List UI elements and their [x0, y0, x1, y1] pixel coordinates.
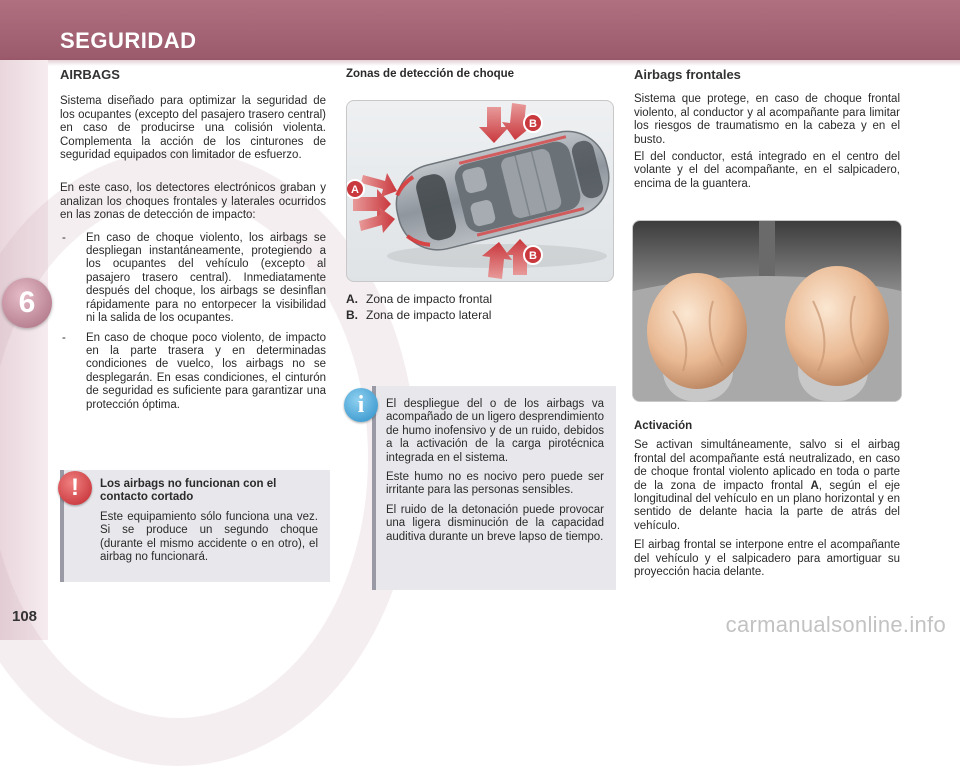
- impact-list: [60, 232, 326, 412]
- info-paragraph: Este humo no es nocivo pero puede ser irritante para las personas sensibles.: [386, 471, 604, 497]
- activation-title: Activación: [634, 420, 693, 432]
- activation-paragraph-1: [634, 439, 900, 533]
- exclamation-icon: !: [58, 471, 92, 505]
- activation-paragraph-2: El airbag frontal se interpone entre el acompañante del vehículo y el salpicadero para amortiguar su proyección hacia delante.: [634, 539, 900, 579]
- middle-heading: [346, 68, 612, 81]
- activation-text-part: Se activan simultáneamente, salvo si el airbag frontal del acompañante está neutralizado, en caso de choque frontal violento aplicado en toda o parte de la zona de impacto frontal: [634, 439, 900, 492]
- zone-label-b-bottom: [524, 246, 542, 264]
- legend-text: Zona de impacto lateral: [366, 308, 492, 322]
- car-top-view-illustration: [347, 101, 613, 281]
- section-title-airbags: AIRBAGS: [60, 67, 120, 82]
- left-column: [60, 68, 326, 418]
- info-paragraph: El despliegue del o de los airbags va acompañado de un ligero desprendimiento de humo inofensivo y de un ruido, debidos a la activación de la carga pirotécnica integrada en el sistema.: [386, 398, 605, 464]
- section-title-frontal-airbags: Airbags frontales: [634, 67, 741, 82]
- zone-label-b-top: [524, 114, 542, 132]
- zone-label-b-top-text: B: [529, 118, 537, 130]
- zone-label-b-bottom-text: B: [529, 250, 537, 262]
- car-body: [388, 123, 613, 258]
- zone-label-a-text: A: [351, 184, 359, 196]
- passenger-airbag: [785, 266, 889, 386]
- impact-zones-diagram: [346, 100, 614, 282]
- intro-paragraph: Sistema diseñado para optimizar la seguridad de los ocupantes (excepto del pasajero trasero central) en caso de producirse una colisión violenta. Complementa la acción de los cinturones de seguridad equipados con limitador de esfuerzo.: [60, 95, 326, 162]
- info-icon: i: [344, 388, 378, 422]
- list-item: - En caso de choque poco violento, de impacto en la parte trasera y en determinadas condiciones de vuelco, los airbags no se desplegarán. En esas condiciones, el cinturón de seguridad es suficiente para garantizar una protección óptima.: [60, 332, 326, 412]
- warning-title: Los airbags no funcionan con el contacto cortado: [100, 478, 277, 504]
- legend-item-a: [346, 292, 492, 306]
- legend-text: Zona de impacto frontal: [366, 292, 493, 306]
- driver-airbag: [647, 273, 747, 389]
- chapter-tab[interactable]: 6: [2, 278, 52, 328]
- detectors-paragraph: En este caso, los detectores electrónicos graban y analizan los choques frontales y laterales ocurridos en las zonas de detección de impacto:: [60, 182, 326, 222]
- page-title: SEGURIDAD: [60, 28, 197, 53]
- right-column-bottom: [634, 420, 900, 588]
- legend-item-b: [346, 308, 491, 322]
- airbags-illustration: [633, 221, 901, 401]
- warning-text: [100, 478, 318, 564]
- activation-text-part: , según el eje longitudinal del vehículo en un plano horizontal y en sentido de delante hacia la parte de atrás del vehículo.: [634, 479, 900, 532]
- watermark: carmanualsonline.info: [725, 612, 946, 637]
- info-text: [386, 398, 604, 550]
- activation-zone-ref: A: [810, 479, 819, 492]
- legend-key: A.: [346, 292, 358, 306]
- list-item: - En caso de choque violento, los airbags se despliegan instantáneamente, protegiendo a los ocupantes del vehículo (excepto al pasajero trasero central). Inmediatamente después del choque, los airbags se desinflan rápidamente para no entorpecer la visibilidad ni la salida de los ocupantes.: [60, 232, 326, 326]
- frontal-paragraph-2: El del conductor, está integrado en el centro del volante y el del acompañante, en el salpicadero, encima de la guantera.: [634, 151, 900, 190]
- info-paragraph: El ruido de la detonación puede provocar una ligera disminución de la capacidad auditiva durante un breve lapso de tiempo.: [386, 503, 604, 543]
- deployed-airbags-photo: [632, 220, 902, 402]
- right-column-top: [634, 68, 900, 200]
- warning-body: Este equipamiento sólo funciona una vez. Si se produce un segundo choque (durante el mismo accidente o en otro), el airbag no funcionará.: [100, 510, 318, 564]
- section-title-detection-zones: Zonas de detección de choque: [346, 68, 515, 80]
- legend-key: B.: [346, 308, 358, 322]
- page-number: 108: [12, 608, 38, 625]
- frontal-paragraph-1: Sistema que protege, en caso de choque frontal violento, al conductor y al acompañante para limitar los riesgos de traumatismo en la cabeza y en el busto.: [634, 93, 900, 146]
- zone-label-a: [347, 180, 364, 198]
